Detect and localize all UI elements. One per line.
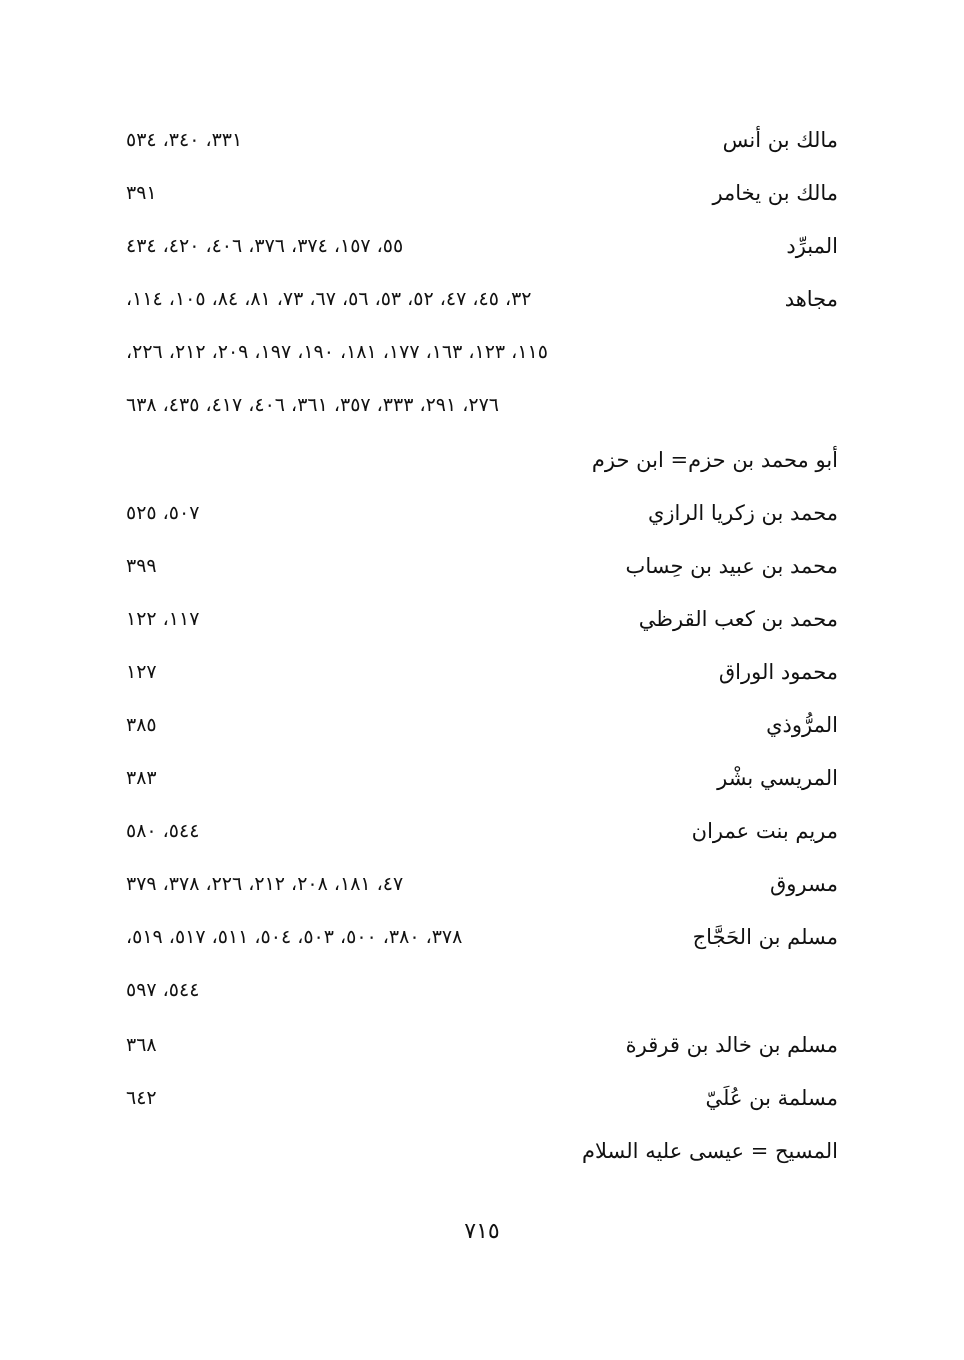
entry-name: مسلم بن خالد بن قرقرة (625, 1033, 838, 1057)
index-entry (0, 279, 964, 319)
entry-name: المريسي بشْر (717, 766, 838, 790)
entry-page-refs: ٣٨٥ (126, 714, 157, 736)
entry-page-refs: ٣٧٨، ٣٨٠، ٥٠٠، ٥٠٣، ٥٠٤، ٥١١، ٥١٧، ٥١٩، (126, 926, 463, 948)
entry-page-refs: ٣٢، ٤٥، ٤٧، ٥٢، ٥٣، ٥٦، ٦٧، ٧٣، ٨١، ٨٤، ١٠٥، ١١٤، (126, 288, 532, 310)
entry-page-refs: ٣٩٩ (126, 555, 157, 577)
index-entry (0, 917, 964, 957)
entry-name: المبرِّد (786, 234, 838, 258)
entry-page-refs: ٣٣١، ٣٤٠، ٥٣٤ (126, 129, 243, 151)
page-number: ٧١٥ (464, 1219, 500, 1244)
index-entry-continuation (0, 332, 964, 372)
entry-page-refs: ١٢٧ (126, 661, 157, 683)
index-entry-continuation (0, 970, 964, 1010)
entry-name: محمد بن كعب القرظي (638, 607, 838, 631)
index-entry (0, 493, 964, 533)
entry-page-refs: ٣٨٣ (126, 767, 157, 789)
index-entry (0, 1025, 964, 1065)
entry-name: مالك بن يخامر (712, 181, 838, 205)
entry-name: أبو محمد بن حزم= ابن حزم (591, 448, 838, 472)
entry-name: مسلم بن الحَجَّاج (692, 925, 838, 949)
index-entry (0, 173, 964, 213)
entry-page-refs: ٦٤٢ (126, 1087, 157, 1109)
entry-page-refs: ٥٤٤، ٥٨٠ (126, 820, 200, 842)
index-entry-continuation (0, 385, 964, 425)
entry-name: مجاهد (784, 287, 838, 311)
entry-name: مسلمة بن عُلَيّ (705, 1086, 838, 1110)
entry-page-refs: ٣٦٨ (126, 1034, 157, 1056)
entry-page-refs: ٤٧، ١٨١، ٢٠٨، ٢١٢، ٢٢٦، ٣٧٨، ٣٧٩ (126, 873, 404, 895)
entry-name: محمد بن عبيد بن حِساب (625, 554, 838, 578)
entry-name: محمد بن زكريا الرازي (647, 501, 838, 525)
index-entry (0, 1078, 964, 1118)
entry-page-refs: ١١٥، ١٢٣، ١٦٣، ١٧٧، ١٨١، ١٩٠، ١٩٧، ٢٠٩، ٢١٢، ٢٢٦، (126, 341, 548, 363)
entry-page-refs: ٥٥، ١٥٧، ٣٧٤، ٣٧٦، ٤٠٦، ٤٢٠، ٤٣٤ (126, 235, 404, 257)
index-entry (0, 864, 964, 904)
index-entry (0, 599, 964, 639)
entry-page-refs: ٣٩١ (126, 182, 157, 204)
entry-name: مريم بنت عمران (691, 819, 838, 843)
entry-page-refs: ٥٠٧، ٥٢٥ (126, 502, 200, 524)
index-entry (0, 440, 964, 480)
index-entry (0, 811, 964, 851)
entry-page-refs: ٢٧٦، ٢٩١، ٣٣٣، ٣٥٧، ٣٦١، ٤٠٦، ٤١٧، ٤٣٥، ٦٣٨ (126, 394, 499, 416)
index-entry (0, 652, 964, 692)
index-entry (0, 120, 964, 160)
entry-page-refs: ٥٤٤، ٥٩٧ (126, 979, 200, 1001)
entry-name: مسروق (769, 872, 838, 896)
index-entry (0, 1131, 964, 1171)
entry-name: مالك بن أنس (722, 128, 838, 152)
index-entry (0, 758, 964, 798)
entry-name: محمود الوراق (718, 660, 838, 684)
entry-name: المرُّوذي (766, 713, 838, 737)
index-entry (0, 546, 964, 586)
index-entry (0, 705, 964, 745)
entry-name: المسيح = عيسى عليه السلام (582, 1139, 838, 1163)
entry-page-refs: ١١٧، ١٢٢ (126, 608, 200, 630)
index-entry (0, 226, 964, 266)
